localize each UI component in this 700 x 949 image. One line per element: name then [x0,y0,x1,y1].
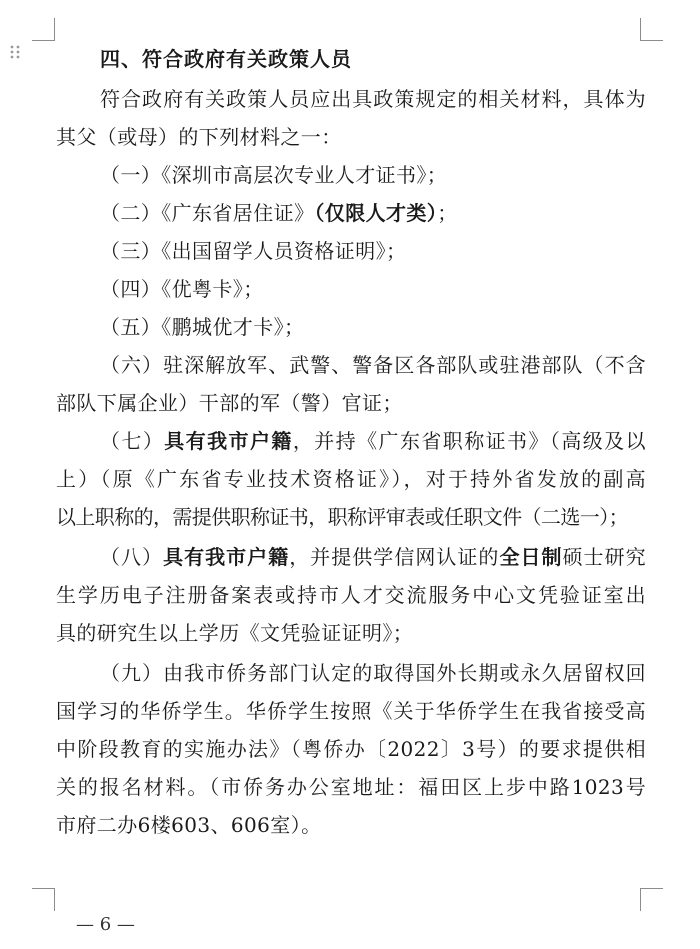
item-2-end: ； [437,201,458,225]
item-8-text: ，并提供学信网认证的 [289,545,500,569]
item-6-line-2: 部队下属企业）干部的军（警）官证； [56,391,403,415]
item-7-text: ，并持《广东省职称证书》（高级及以 [292,429,646,453]
item-8-text-end: 硕士研究 [562,545,646,569]
item-8-bold: 具有我市户籍 [163,545,290,569]
item-8-num: （八） [100,545,164,569]
item-8-line-1 [56,542,646,572]
drag-handle-icon[interactable] [9,44,21,60]
item-2-text: （二）《广东省居住证》 [100,201,315,225]
crop-mark-top-right [640,18,663,41]
item-7-line-2: 上）（原《广东省专业技术资格证》），对于持外省发放的副高 [56,467,646,491]
item-1: （一）《深圳市高层次专业人才证书》； [100,163,448,187]
item-7-num: （七） [100,429,165,453]
section-heading: 四、符合政府有关政策人员 [100,47,352,71]
crop-mark-top-left [32,18,55,41]
item-2-bold: （仅限人才类） [314,201,438,225]
crop-mark-bottom-left [32,888,55,911]
item-9-line-3: 中阶段教育的实施办法》（粤侨办〔2022〕3号）的要求提供相 [56,737,646,761]
intro-line-1: 符合政府有关政策人员应出具政策规定的相关材料，具体为 [100,87,646,111]
item-8-line-3: 具的研究生以上学历《文凭验证证明》； [56,621,414,645]
item-3: （三）《出国留学人员资格证明》； [100,239,407,263]
item-9-line-4: 关的报名材料。（市侨务办公室地址：福田区上步中路1023号 [56,775,646,799]
item-7-line-1 [56,426,646,456]
intro-line-2: 其父（或母）的下列材料之一： [56,125,342,149]
item-5: （五）《鹏城优才卡》； [100,315,305,339]
item-6-line-1: （六）驻深解放军、武警、警备区各部队或驻港部队（不含 [100,353,646,377]
item-7-bold: 具有我市户籍 [164,429,293,453]
item-8-bold-2: 全日制 [499,545,563,569]
item-2 [56,198,646,228]
item-4: （四）《优粤卡》； [100,277,264,301]
page-number: — 6 — [76,914,135,935]
item-9-line-1: （九）由我市侨务部门认定的取得国外长期或永久居留权回 [100,661,646,685]
crop-mark-bottom-right [640,888,663,911]
item-8-line-2: 生学历电子注册备案表或持市人才交流服务中心文凭验证室出 [56,583,646,607]
item-9-line-5: 市府二办6楼603、606室）。 [56,813,322,837]
item-7-line-3: 以上职称的，需提供职称证书，职称评审表或任职文件（二选一）； [56,505,628,529]
item-9-line-2: 国学习的华侨学生。华侨学生按照《关于华侨学生在我省接受高 [56,699,646,723]
